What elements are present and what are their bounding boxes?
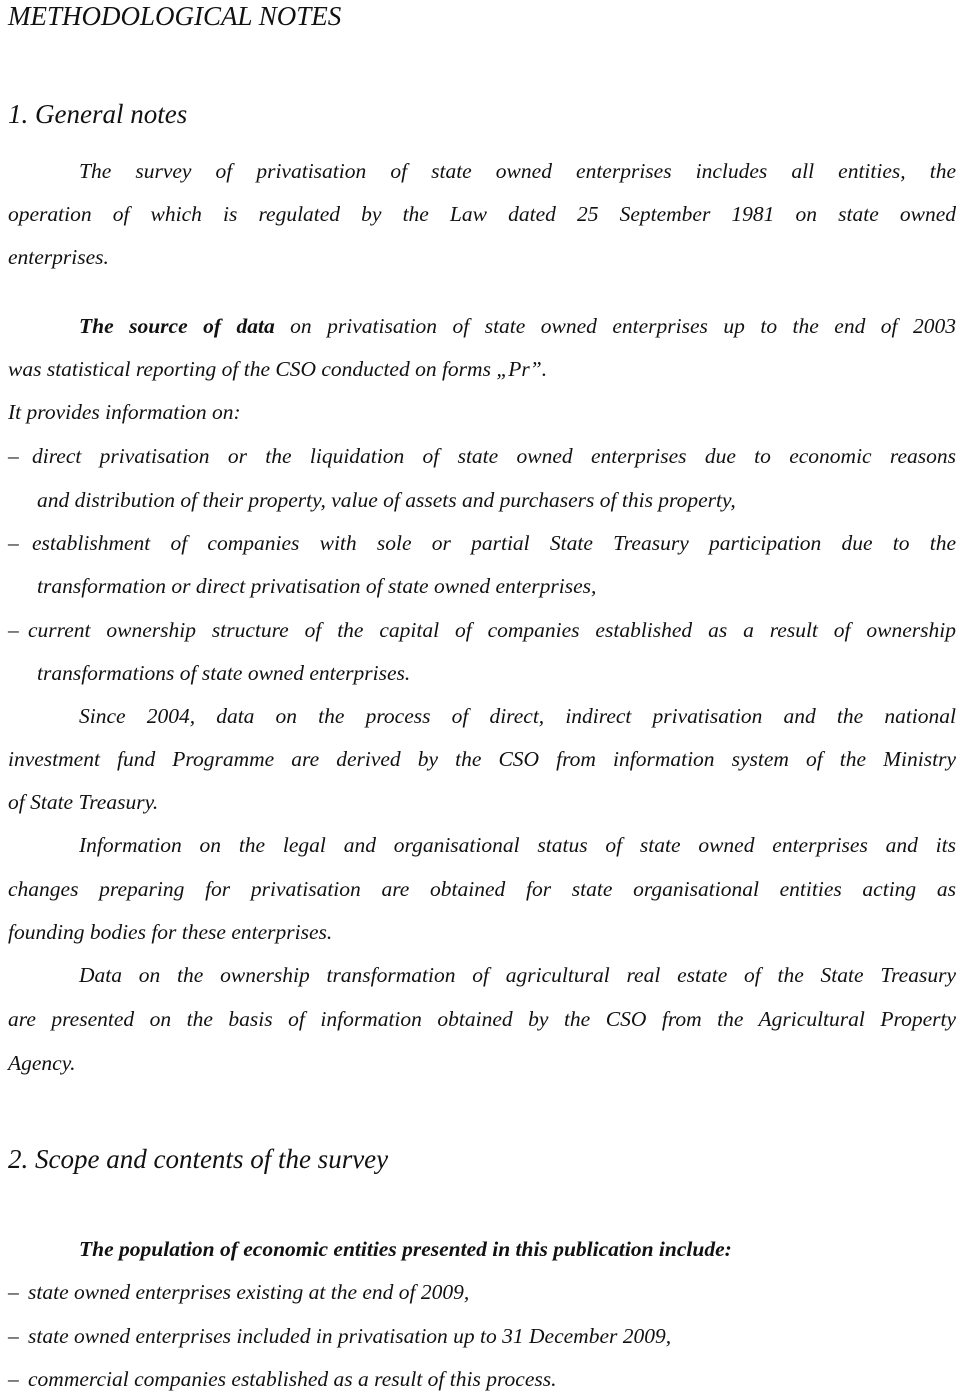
paragraph-5-line-1: Information on the legal and organisational status of state owned enterprises and its [79,833,956,857]
source-of-data-lead: The source of data [79,314,275,338]
section-1-heading: 1. General notes [8,99,188,129]
item-2-text: state owned enterprises included in privatisation up to 31 December 2009, [28,1324,672,1348]
item-3-dash: – [8,1367,19,1391]
paragraph-4-line-1: Since 2004, data on the process of direct, indirect privatisation and the national [79,704,956,728]
document-title: METHODOLOGICAL NOTES [8,1,342,31]
bullet-2-dash: – [8,531,19,555]
item-2-dash: – [8,1324,19,1348]
paragraph-6-line-2: are presented on the basis of information obtained by the CSO from the Agricultural Property [8,1007,956,1031]
item-3-text: commercial companies established as a result of this process. [28,1367,557,1391]
paragraph-2-line-1-rest: on privatisation of state owned enterprises up to the end of 2003 [274,314,956,338]
paragraph-6-line-3: Agency. [8,1051,76,1075]
paragraph-4-line-3: of State Treasury. [8,790,159,814]
section-2-heading: 2. Scope and contents of the survey [8,1144,389,1174]
bullet-2-line-2: transformation or direct privatisation of state owned enterprises, [37,574,597,598]
bullet-1-dash: – [8,444,19,468]
paragraph-5-line-2: changes preparing for privatisation are obtained for state organisational entities acting as [8,877,956,901]
paragraph-4-line-2: investment fund Programme are derived by the CSO from information system of the Ministry [8,747,956,771]
paragraph-2-line-1 [79,313,956,339]
paragraph-6-line-1: Data on the ownership transformation of agricultural real estate of the State Treasury [79,963,956,987]
bullet-3-line-1: current ownership structure of the capital of companies established as a result of ownership [28,618,956,642]
paragraph-5-line-3: founding bodies for these enterprises. [8,920,333,944]
bullet-2-line-1: establishment of companies with sole or partial State Treasury participation due to the [32,531,956,555]
paragraph-3-intro: It provides information on: [8,400,241,424]
paragraph-1-line-2: operation of which is regulated by the Law dated 25 September 1981 on state owned [8,202,956,226]
paragraph-1-line-1: The survey of privatisation of state owned enterprises includes all entities, the [79,159,956,183]
bullet-3-dash: – [8,618,19,642]
item-1-text: state owned enterprises existing at the end of 2009, [28,1280,470,1304]
section-2-lead: The population of economic entities presented in this publication include: [79,1237,732,1261]
paragraph-1-line-3: enterprises. [8,245,109,269]
bullet-1-line-1: direct privatisation or the liquidation of state owned enterprises due to economic reasons [32,444,956,468]
bullet-3-line-2: transformations of state owned enterprises. [37,661,411,685]
item-1-dash: – [8,1280,19,1304]
paragraph-2-line-2: was statistical reporting of the CSO conducted on forms „Pr”. [8,357,548,381]
bullet-1-line-2: and distribution of their property, value of assets and purchasers of this property, [37,488,736,512]
